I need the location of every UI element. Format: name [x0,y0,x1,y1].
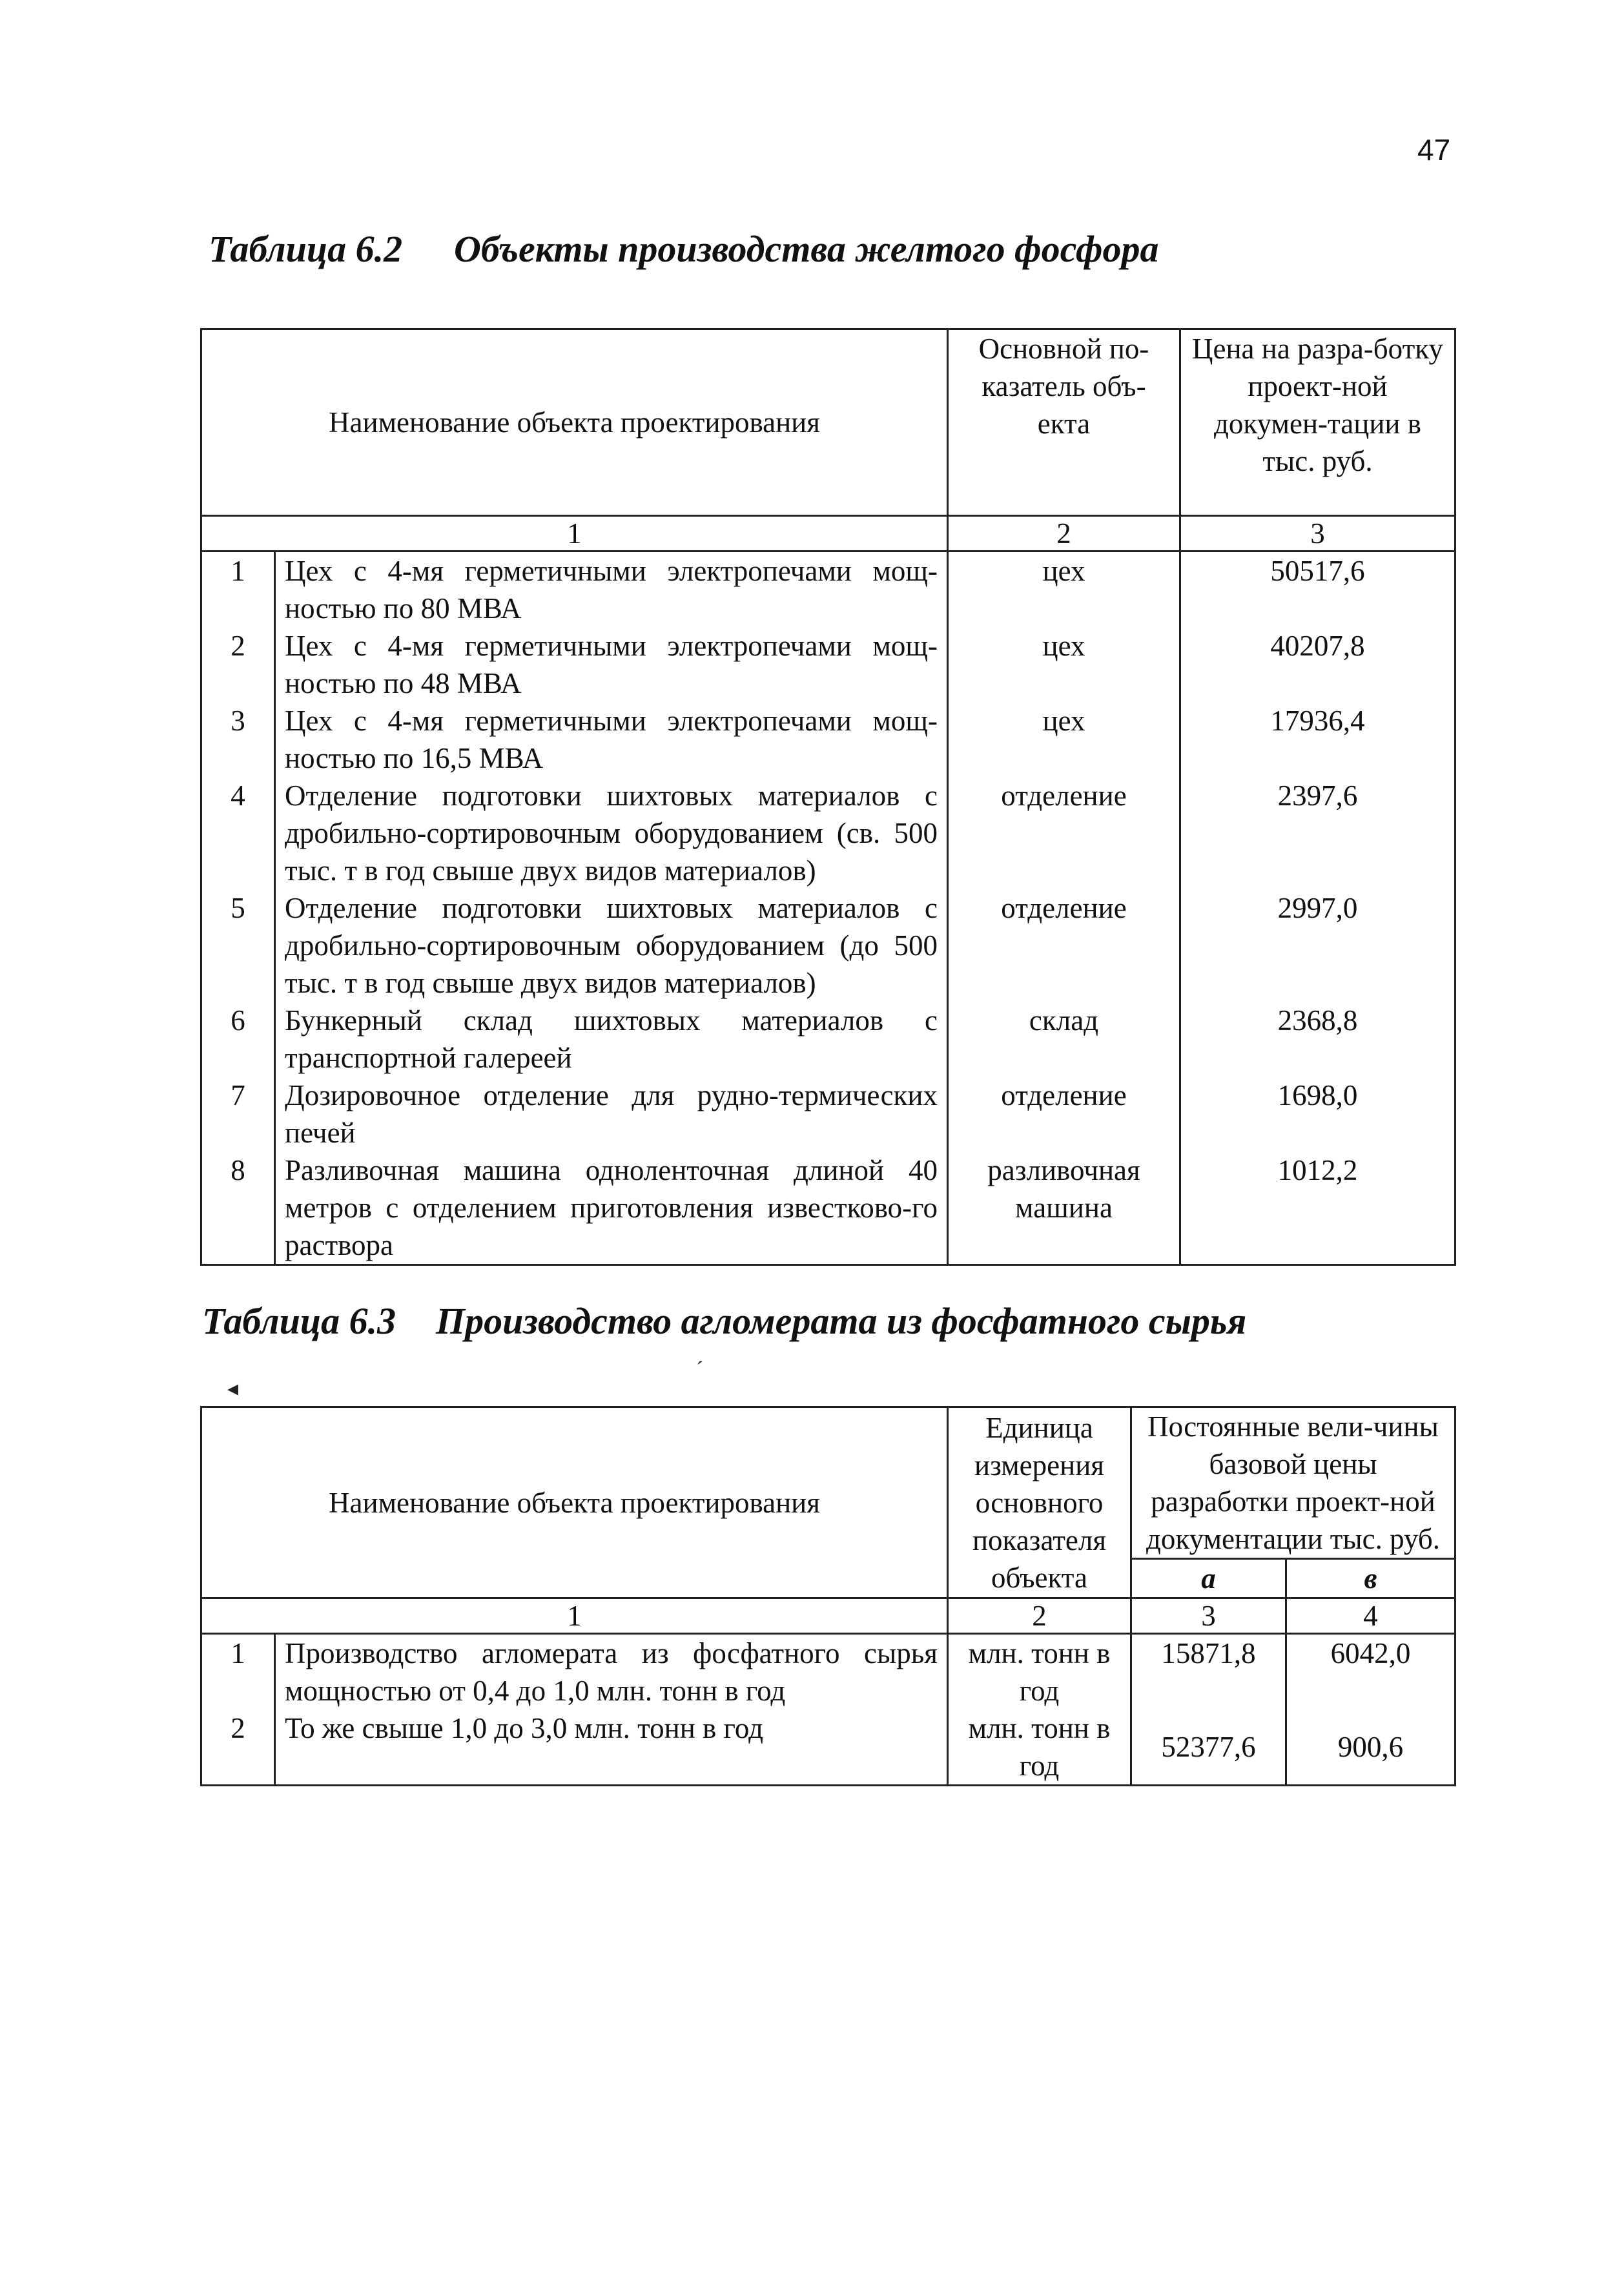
value-a: 52377,6 [1131,1709,1286,1786]
header-main-indicator: Основной по-казатель объ-екта [948,329,1180,516]
table-6-2-caption-title: Объекты производства желтого фосфора [454,228,1159,270]
main-indicator: отделение [948,889,1180,1002]
column-number: 2 [948,1598,1131,1634]
header-base-price-constants: Постоянные вели-чины базовой цены разработки проект-ной документации тыс. руб. [1131,1407,1455,1559]
header-sub-a: а [1131,1559,1286,1598]
object-name: Дозировочное отделение для рудно-термических печей [275,1077,948,1151]
row-number: 2 [201,627,275,702]
object-name: Производство агломерата из фосфатного сырья мощностью от 0,4 до 1,0 млн. тонн в год [275,1634,948,1710]
design-price: 1012,2 [1180,1151,1455,1265]
table-6-3 [200,1406,1456,1786]
design-price: 2997,0 [1180,889,1455,1002]
table-row [201,627,1455,702]
table-6-2 [200,328,1456,1266]
table-6-2-caption-number: Таблица 6.2 [209,228,403,270]
design-price: 2368,8 [1180,1002,1455,1077]
column-number: 2 [948,516,1180,552]
column-number: 1 [201,1598,948,1634]
design-price: 40207,8 [1180,627,1455,702]
column-number: 3 [1131,1598,1286,1634]
value-b: 6042,0 [1286,1634,1455,1710]
design-price: 17936,4 [1180,702,1455,777]
row-number: 1 [201,552,275,628]
object-name: То же свыше 1,0 до 3,0 млн. тонн в год [275,1709,948,1786]
value-b: 900,6 [1286,1709,1455,1786]
main-indicator: цех [948,552,1180,628]
table-6-3-caption [202,1299,1246,1343]
main-indicator: разливочная машина [948,1151,1180,1265]
table-row [201,777,1455,889]
object-name: Цех с 4-мя герметичными электропечами мощ-ностью по 16,5 МВА [275,702,948,777]
main-indicator: цех [948,627,1180,702]
header-object-name: Наименование объекта проектирования [201,329,948,516]
table-row [201,1002,1455,1077]
object-name: Цех с 4-мя герметичными электропечами мощ-ностью по 48 МВА [275,627,948,702]
stray-mark: ◂ [227,1377,239,1401]
object-name: Цех с 4-мя герметичными электропечами мощ-ностью по 80 МВА [275,552,948,628]
header-design-price: Цена на разра-ботку проект-ной докумен-тации в тыс. руб. [1180,329,1455,516]
row-number: 5 [201,889,275,1002]
header-unit: Единица измерения основного показателя объекта [948,1407,1131,1598]
value-a: 15871,8 [1131,1634,1286,1710]
table-row [201,889,1455,1002]
stray-mark: ˊ [696,1357,704,1381]
table-row [201,1709,1455,1786]
column-number: 4 [1286,1598,1455,1634]
design-price: 50517,6 [1180,552,1455,628]
unit: млн. тонн в год [948,1634,1131,1710]
design-price: 2397,6 [1180,777,1455,889]
object-name: Отделение подготовки шихтовых материалов с дробильно-сортировочным оборудованием (до 500 тыс. т в год свыше двух видов материалов) [275,889,948,1002]
column-number-row [201,1598,1455,1634]
row-number: 2 [201,1709,275,1786]
table-row [201,1151,1455,1265]
row-number: 6 [201,1002,275,1077]
main-indicator: отделение [948,777,1180,889]
row-number: 1 [201,1634,275,1710]
table-row [201,552,1455,628]
main-indicator: отделение [948,1077,1180,1151]
table-header-row [201,329,1455,516]
column-number: 3 [1180,516,1455,552]
row-number: 7 [201,1077,275,1151]
header-sub-b: в [1286,1559,1455,1598]
table-row [201,1634,1455,1710]
page-number: 47 [1417,133,1451,167]
table-row [201,1077,1455,1151]
table-6-3-caption-title: Производство агломерата из фосфатного сырья [436,1300,1247,1342]
main-indicator: цех [948,702,1180,777]
table-6-3-caption-number: Таблица 6.3 [202,1300,396,1342]
row-number: 4 [201,777,275,889]
object-name: Разливочная машина одноленточная длиной 40 метров с отделением приготовления известково-го раствора [275,1151,948,1265]
row-number: 3 [201,702,275,777]
object-name: Бункерный склад шихтовых материалов с транспортной галереей [275,1002,948,1077]
column-number: 1 [201,516,948,552]
table-row [201,702,1455,777]
header-object-name: Наименование объекта проектирования [201,1407,948,1598]
column-number-row [201,516,1455,552]
row-number: 8 [201,1151,275,1265]
main-indicator: склад [948,1002,1180,1077]
design-price: 1698,0 [1180,1077,1455,1151]
table-6-2-caption [209,227,1158,271]
table-header-row [201,1407,1455,1559]
object-name: Отделение подготовки шихтовых материалов с дробильно-сортировочным оборудованием (св. 500 тыс. т в год свыше двух видов материалов) [275,777,948,889]
unit: млн. тонн в год [948,1709,1131,1786]
